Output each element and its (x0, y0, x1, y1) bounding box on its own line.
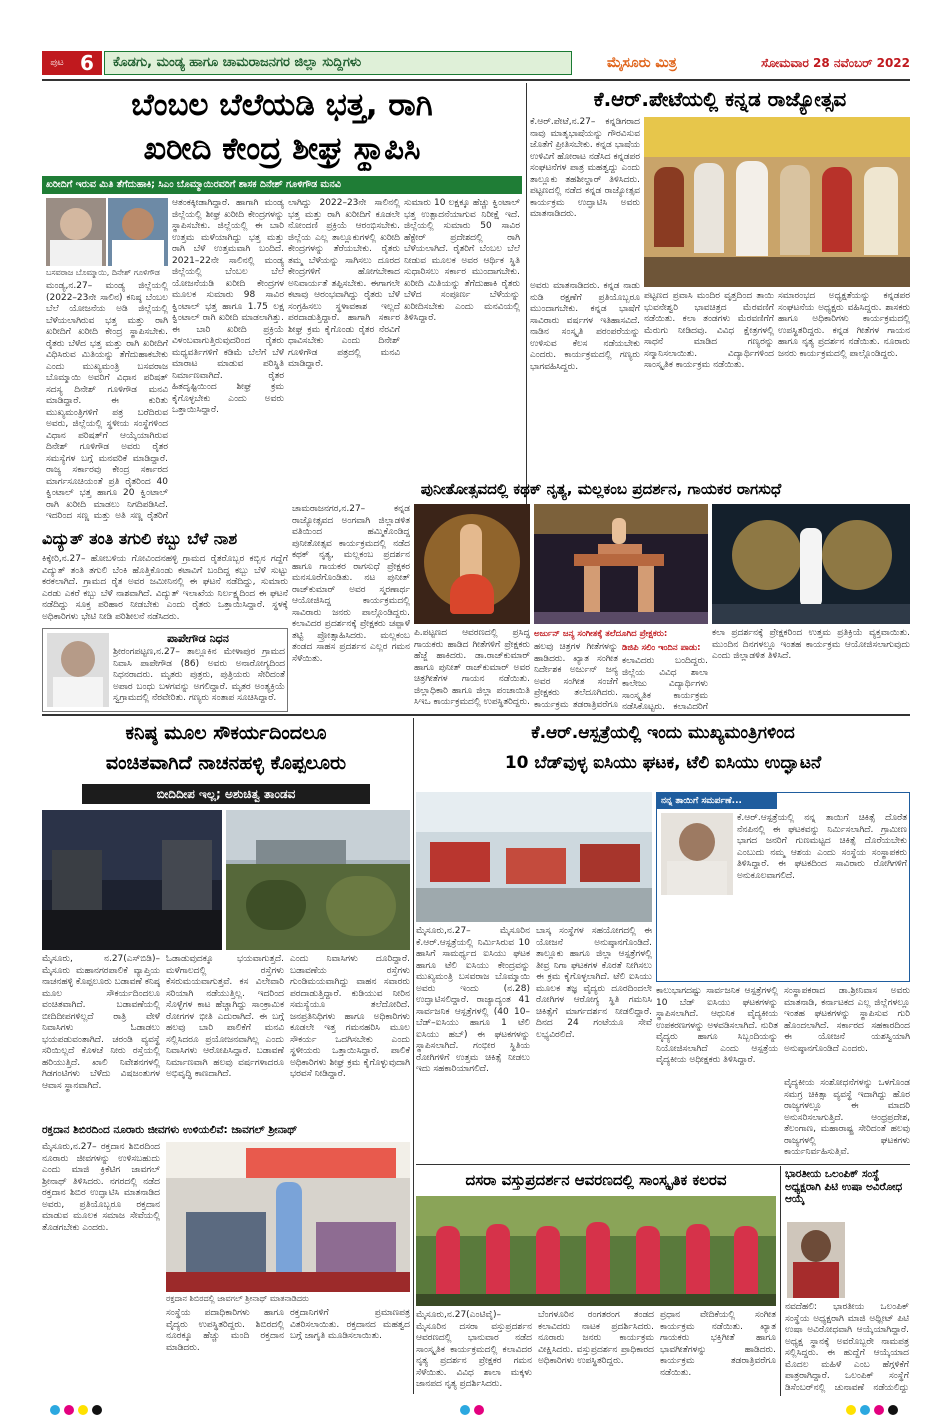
singer-photo (712, 504, 910, 624)
icu-ward-photo (416, 792, 652, 922)
story4-headline: ಪುನೀತೋತ್ಸವದಲ್ಲಿ ಕಥಕ್ ನೃತ್ಯ, ಮಲ್ಲಕಂಬ ಪ್ರದರ್ಶನ, ಗಾಯಕರ ರಾಗಸುಧೆ (420, 480, 782, 498)
story5-headline-line2: ವಂಚಿತವಾಗಿದೆ ನಾಚನಹಳ್ಳಿ ಕೊಪ್ಪಲೂರು (105, 752, 347, 774)
story3-headline: ಕೆ.ಆರ್.ಪೇಟೆಯಲ್ಲಿ ಕನ್ನಡ ರಾಜ್ಯೋತ್ಸವ (593, 87, 847, 111)
story2-body: ಕಿಕ್ಕೇರಿ,ನ.27– ಹೋಬಳಿಯ ಗೋವಿಂದನಹಳ್ಳಿ ಗ್ರಾಮದ ರೈತರೊಬ್ಬರ ಕಬ್ಬಿನ ಗದ್ದೆಗೆ ವಿದ್ಯುತ್ ತಂತಿ ತಗುಲಿ ಬೆಂಕಿ ಹೊತ್ತಿಕೊಂಡು ಕಟಾವಿಗೆ ಬಂದಿದ್ದ ಕಬ್ಬು ಬೆಳೆ ಸುಟ್ಟು ಕರಕಲಾಗಿದೆ. ಗ್ರಾಮದ ರೈತ ಅವರ ಜಮೀನಿನಲ್ಲಿ ಈ ಘಟನೆ ನಡೆದಿದ್ದು, ಸುಮಾರು ಎರಡು ಎಕರೆ ಕಬ್ಬು ಬೆಳೆ ನಾಶವಾಗಿದೆ. ವಿದ್ಯುತ್ ಇಲಾಖೆಯ ನಿರ್ಲಕ್ಷ್ಯದಿಂದ ಈ ಘಟನೆ ನಡೆದಿದ್ದು ಸೂಕ್ತ ಪರಿಹಾರ ನೀಡಬೇಕು ಎಂದು ರೈತರು ಒತ್ತಾಯಿಸಿದ್ದಾರೆ. ಸ್ಥಳಕ್ಕೆ ಅಧಿಕಾರಿಗಳು ಭೇಟಿ ನೀಡಿ ಪರಿಶೀಲನೆ ನಡೆಸಿದರು. (42, 554, 288, 622)
story1-col2: ಆತಂಕಕ್ಕೀಡಾಗಿದ್ದಾರೆ. ಹಾಗಾಗಿ ಮಂಡ್ಯ ಜಿಲ್ಲೆಯಲ್ಲಿ ಶೀಘ್ರ ಖರೀದಿ ಕೇಂದ್ರಗಳನ್ನು ಸ್ಥಾಪಿಸಬೇಕು. ಜಿಲ್ಲೆಯಲ್ಲಿ ಈ ಬಾರಿ ಉತ್ತಮ ಮಳೆಯಾಗಿದ್ದು ಭತ್ತ ಮತ್ತು ರಾಗಿ ಬೆಳೆ ಉತ್ತಮವಾಗಿ ಬಂದಿದೆ. 2021–22ನೇ ಸಾಲಿನಲ್ಲಿ ಮಂಡ್ಯ ಜಿಲ್ಲೆಯಲ್ಲಿ ಬೆಂಬಲ ಬೆಲೆ ಯೋಜನೆಯಡಿ ಖರೀದಿ ಕೇಂದ್ರಗಳ ಮೂಲಕ ಸುಮಾರು 98 ಸಾವಿರ ಕ್ವಿಂಟಾಲ್ ಭತ್ತ ಹಾಗೂ 1.75 ಲಕ್ಷ ಕ್ವಿಂಟಾಲ್ ರಾಗಿ ಖರೀದಿ ಮಾಡಲಾಗಿತ್ತು. ಈ ಬಾರಿ ಖರೀದಿ ಪ್ರಕ್ರಿಯೆ ವಿಳಂಬವಾಗುತ್ತಿರುವುದರಿಂದ ರೈತರು ಮಧ್ಯವರ್ತಿಗಳಿಗೆ ಕಡಿಮೆ ಬೆಲೆಗೆ ಬೆಳೆ ಮಾರಾಟ ಮಾಡುವ ಪರಿಸ್ಥಿತಿ ನಿರ್ಮಾಣವಾಗಿದೆ. ರೈತರ ಹಿತದೃಷ್ಟಿಯಿಂದ ಶೀಘ್ರ ಕ್ರಮ ಕೈಗೊಳ್ಳಬೇಕು ಎಂದು ಅವರು ಒತ್ತಾಯಿಸಿದ್ದಾರೆ. (172, 198, 284, 415)
sidebar-title-bar (657, 793, 777, 809)
story8-col3: ಪ್ರಧಾನ ವೇದಿಕೆಯಲ್ಲಿ ಸಂಗೀತ ಕಾರ್ಯಕ್ರಮ ನಡೆಯಿತು. ಖ್ಯಾತ ಗಾಯಕರು ಭಕ್ತಿಗೀತೆ ಹಾಗೂ ಭಾವಗೀತೆಗಳನ್ನು ಹಾಡಿದರು. ಕಾರ್ಯಕ್ರಮ ತಡರಾತ್ರಿವರೆಗೂ ನಡೆಯಿತು. (660, 1310, 776, 1378)
kathak-photo (414, 504, 530, 624)
story-icu (416, 718, 910, 1164)
section-rule-lower (416, 1164, 910, 1165)
story7-headline-line1: ಕೆ.ಆರ್.ಆಸ್ಪತ್ರೆಯಲ್ಲಿ ಇಂದು ಮುಖ್ಯಮಂತ್ರಿಗಳಿಂದ (531, 723, 795, 743)
story-paddy-ragi (42, 83, 522, 526)
blood-camp-photo (166, 1142, 410, 1292)
story7-headline-line2: 10 ಬೆಡ್‌ವುಳ್ಳ ಐಸಿಯು ಘಟಕ, ಟೆಲಿ ಐಸಿಯು ಉದ್ಘಾಟನೆ (504, 753, 822, 773)
registration-mark (50, 1405, 60, 1415)
story-blood-donation (42, 1120, 410, 1396)
story-dasara (416, 1166, 776, 1396)
story3-col3: ಪಟ್ಟಣದ ಪ್ರವಾಸಿ ಮಂದಿರ ವೃತ್ತದಿಂದ ತಾಯಿ ಭುವನೇಶ್ವರಿ ಭಾವಚಿತ್ರದ ಮೆರವಣಿಗೆ ನಡೆಯಿತು. ಕಲಾ ತಂಡಗಳು ಮೆರವಣಿಗೆಗೆ ಮೆರುಗು ನೀಡಿದವು. ವಿವಿಧ ಕ್ಷೇತ್ರಗಳಲ್ಲಿ ಸಾಧನೆ ಮಾಡಿದ ಗಣ್ಯರನ್ನು ಸನ್ಮಾನಿಸಲಾಯಿತು. ವಿದ್ಯಾರ್ಥಿಗಳಿಂದ ಸಾಂಸ್ಕೃತಿಕ ಕಾರ್ಯಕ್ರಮ ನಡೆಯಿತು. (644, 291, 774, 370)
story1-headline-line2: ಖರೀದಿ ಕೇಂದ್ರ ಶೀಘ್ರ ಸ್ಥಾಪಿಸಿ (143, 131, 421, 167)
dance-photo (416, 1196, 776, 1306)
pt-usha-photo (787, 1222, 845, 1298)
story3-col2: ಅವರು ಮಾತನಾಡಿದರು. ಕನ್ನಡ ನಾಡು ನುಡಿ ರಕ್ಷಣೆಗೆ ಪ್ರತಿಯೊಬ್ಬರೂ ಮುಂದಾಗಬೇಕು. ಕನ್ನಡ ಭಾಷೆಗೆ ಸಾವಿರಾರು ವರ್ಷಗಳ ಇತಿಹಾಸವಿದೆ. ನಾಡಿನ ಸಂಸ್ಕೃತಿ ಪರಂಪರೆಯನ್ನು ಉಳಿಸುವ ಕೆಲಸ ನಡೆಯಬೇಕು ಎಂದರು. ಕಾರ್ಯಕ್ರಮದಲ್ಲಿ ಗಣ್ಯರು ಭಾಗವಹಿಸಿದ್ದರು. (530, 281, 640, 372)
story5-subhead (82, 784, 370, 804)
story7-col4: ಸಂಸ್ಥಾಪಕರಾದ ಡಾ.ಶ್ರೀನಿವಾಸ ಅವರು ಮಾತನಾಡಿ, ಕರ್ನಾಟಕದ ಎಲ್ಲ ಜಿಲ್ಲೆಗಳಲ್ಲೂ ಇಂತಹ ಘಟಕಗಳನ್ನು ಸ್ಥಾಪಿಸುವ ಗುರಿ ಹೊಂದಲಾಗಿದೆ. ಸರ್ಕಾರದ ಸಹಕಾರದಿಂದ ಈ ಯೋಜನೆ ಯಶಸ್ವಿಯಾಗಿ ಅನುಷ್ಠಾನಗೊಂಡಿದೆ ಎಂದರು. (784, 986, 910, 1054)
masthead-rule (42, 79, 910, 81)
story3-col4: ಸಮಾರಂಭದ ಅಧ್ಯಕ್ಷತೆಯನ್ನು ಕನ್ನಡಪರ ಸಂಘಟನೆಯ ಅಧ್ಯಕ್ಷರು ವಹಿಸಿದ್ದರು. ಶಾಸಕರು ಹಾಗೂ ಅಧಿಕಾರಿಗಳು ಕಾರ್ಯಕ್ರಮದಲ್ಲಿ ಉಪಸ್ಥಿತರಿದ್ದರು. ಕನ್ನಡ ಗೀತೆಗಳ ಗಾಯನ ಹಾಗೂ ನೃತ್ಯ ಪ್ರದರ್ಶನ ನಡೆಯಿತು. ನೂರಾರು ಜನರು ಕಾರ್ಯಕ್ರಮದಲ್ಲಿ ಪಾಲ್ಗೊಂಡಿದ್ದರು. (778, 291, 910, 359)
registration-mark (460, 1405, 470, 1415)
story2-headline: ವಿದ್ಯುತ್ ತಂತಿ ತಗುಲಿ ಕಬ್ಬು ಬೆಳೆ ನಾಶ (42, 529, 238, 548)
column-divider-top (526, 83, 527, 523)
story6-col3: ರಕ್ತದಾನಿಗಳಿಗೆ ಪ್ರಮಾಣಪತ್ರ ವಿತರಿಸಲಾಯಿತು. ರಕ್ತದಾನದ ಮಹತ್ವದ ಬಗ್ಗೆ ಜಾಗೃತಿ ಮೂಡಿಸಲಾಯಿತು. (290, 1308, 410, 1341)
mlc-photo (108, 198, 168, 266)
sidebar-title: ನನ್ನ ತಾಯಿಗೆ ಸಮರ್ಪಣೆ... (661, 796, 742, 806)
registration-mark (78, 1405, 88, 1415)
masthead (42, 48, 910, 78)
story7-col1: ಮೈಸೂರು,ನ.27– ಮೈಸೂರಿನ ಕೆ.ಆರ್.ಆಸ್ಪತ್ರೆಯಲ್ಲಿ ನಿರ್ಮಿಸಿರುವ 10 ಹಾಸಿಗೆ ಸಾಮರ್ಥ್ಯದ ಐಸಿಯು ಘಟಕ ಹಾಗೂ ಟೆಲಿ ಐಸಿಯು ಕೇಂದ್ರವನ್ನು ಮುಖ್ಯಮಂತ್ರಿ ಬಸವರಾಜ ಬೊಮ್ಮಾಯಿ ಅವರು ಇಂದು (ನ.28) ಉದ್ಘಾಟಿಸಲಿದ್ದಾರೆ. ರಾಜ್ಯಾದ್ಯಂತ 41 ಸಾರ್ವಜನಿಕ ಆಸ್ಪತ್ರೆಗಳಲ್ಲಿ (40 10–ಬೆಡ್–ಐಸಿಯು ಹಾಗೂ 1 ಟೆಲಿ ಐಸಿಯು ಹಬ್) ಈ ಘಟಕಗಳನ್ನು ಸ್ಥಾಪಿಸಲಾಗಿದೆ. ಗಂಭೀರ ಸ್ಥಿತಿಯ ರೋಗಿಗಳಿಗೆ ಉತ್ತಮ ಚಿಕಿತ್ಸೆ ನೀಡಲು ಇದು ಸಹಕಾರಿಯಾಗಲಿದೆ. (416, 926, 530, 1074)
cm-photo (46, 198, 106, 266)
obituary-photo (47, 633, 109, 707)
story6-photo-caption: ರಕ್ತದಾನ ಶಿಬಿರದಲ್ಲಿ ಜಾವಗಲ್ ಶ್ರೀನಾಥ್ ಮಾತನಾಡಿದರು (166, 1294, 309, 1303)
story4-left-col: ಚಾಮರಾಜನಗರ,ನ.27– ಕನ್ನಡ ರಾಜ್ಯೋತ್ಸವದ ಅಂಗವಾಗಿ ಜಿಲ್ಲಾಡಳಿತ ವತಿಯಿಂದ ಹಮ್ಮಿಕೊಂಡಿದ್ದ ಪುನೀತೋತ್ಸವ ಕಾರ್ಯಕ್ರಮದಲ್ಲಿ ನಡೆದ ಕಥಕ್ ನೃತ್ಯ, ಮಲ್ಲಕಂಬ ಪ್ರದರ್ಶನ ಹಾಗೂ ಗಾಯಕರ ರಾಗಸುಧೆ ಪ್ರೇಕ್ಷಕರ ಮನಸೂರೆಗೊಂಡಿತು. ನಟ ಪುನೀತ್ ರಾಜ್‌ಕುಮಾರ್ ಅವರ ಸ್ಮರಣಾರ್ಥ ಆಯೋಜಿಸಿದ್ದ ಕಾರ್ಯಕ್ರಮದಲ್ಲಿ ಸಾವಿರಾರು ಜನರು ಪಾಲ್ಗೊಂಡಿದ್ದರು. ಕಲಾವಿದರ ಪ್ರದರ್ಶನಕ್ಕೆ ಪ್ರೇಕ್ಷಕರು ಚಪ್ಪಾಳೆ ತಟ್ಟಿ ಪ್ರೋತ್ಸಾಹಿಸಿದರು. ಮಲ್ಲಕಂಬ ತಂಡದ ಸಾಹಸ ಪ್ರದರ್ಶನ ಎಲ್ಲರ ಗಮನ ಸೆಳೆಯಿತು. (292, 504, 410, 664)
story4-highlight: ಅರ್ಜುನ್ ಜನ್ಯ ಸಂಗೀತಕ್ಕೆ ತಲೆದೂಗಿದ ಪ್ರೇಕ್ಷಕರು: (534, 629, 668, 639)
story-nachanahalli (42, 718, 410, 1118)
story1-col4: ಸುಮಾರು 10 ಲಕ್ಷಕ್ಕೂ ಹೆಚ್ಚು ಕ್ವಿಂಟಾಲ್ ಭತ್ತ ಉತ್ಪಾದನೆಯಾಗುವ ನಿರೀಕ್ಷೆ ಇದೆ. ಜಿಲ್ಲೆಯಲ್ಲಿ ಸುಮಾರು 50 ಸಾವಿರ ಹೆಕ್ಟೇರ್ ಪ್ರದೇಶದಲ್ಲಿ ರಾಗಿ ಬೆಳೆಯಲಾಗಿದೆ. ರೈತರಿಗೆ ಬೆಂಬಲ ಬೆಲೆ ನೀಡುವ ಮೂಲಕ ಅವರ ಆರ್ಥಿಕ ಸ್ಥಿತಿ ಸುಧಾರಿಸಲು ಸರ್ಕಾರ ಮುಂದಾಗಬೇಕು. ಖರೀದಿ ಮಿತಿಯನ್ನು ತೆಗೆದುಹಾಕಿ ರೈತರು ಬೆಳೆದ ಸಂಪೂರ್ಣ ಬೆಳೆಯನ್ನು ಖರೀದಿಸಬೇಕು ಎಂದು ಮನವಿಯಲ್ಲಿ ತಿಳಿಸಿದ್ದಾರೆ. (404, 198, 520, 323)
registration-mark (860, 1405, 870, 1415)
page-number: 6 (72, 51, 102, 75)
column-divider-bottom (413, 718, 414, 1394)
story1-subhead-text: ಖರೀದಿಗೆ ಇರುವ ಮಿತಿ ತೆಗೆದುಹಾಕಿ; ಸಿಎಂ ಬೊಮ್ಮಾಯಿರವರಿಗೆ ಶಾಸಕ ದಿನೇಶ್ ಗೂಳಿಗೌಡ ಮನವಿ (46, 179, 341, 190)
story4-col-a: ಪಿ.ಪಟ್ಟಣದ ಆವರಣದಲ್ಲಿ ಪ್ರಸಿದ್ಧ ಗಾಯಕರು ಹಾಡಿದ ಗೀತೆಗಳಿಗೆ ಪ್ರೇಕ್ಷಕರು ಹೆಜ್ಜೆ ಹಾಕಿದರು. ಡಾ.ರಾಜ್‌ಕುಮಾರ್ ಹಾಗೂ ಪುನೀತ್ ರಾಜ್‌ಕುಮಾರ್ ಅವರ ಚಿತ್ರಗೀತೆಗಳ ಗಾಯನ ನಡೆಯಿತು. ಜಿಲ್ಲಾಧಿಕಾರಿ ಹಾಗೂ ಜಿಲ್ಲಾ ಪಂಚಾಯಿತಿ ಸಿಇಒ ಕಾರ್ಯಕ್ರಮದಲ್ಲಿ ಉಪಸ್ಥಿತರಿದ್ದರು. (414, 628, 530, 707)
story8-headline: ದಸರಾ ವಸ್ತುಪ್ರದರ್ಶನ ಆವರಣದಲ್ಲಿ ಸಾಂಸ್ಕೃತಿಕ ಕಲರವ (465, 1171, 727, 1189)
paper-name: ಮೈಸೂರು ಮಿತ್ರ (607, 55, 677, 71)
story5-col1: ಮೈಸೂರು, ನ.27(ಎಸ್‌ಬಿಡಿ)– ಮೈಸೂರು ಮಹಾನಗರಪಾಲಿಕೆ ವ್ಯಾಪ್ತಿಯ ನಾಚನಹಳ್ಳಿ ಕೊಪ್ಪಲೂರು ಬಡಾವಣೆ ಕನಿಷ್ಠ ಮೂಲ ಸೌಕರ್ಯದಿಂದಲೂ ವಂಚಿತವಾಗಿದೆ. ಬಡಾವಣೆಯಲ್ಲಿ ಬೀದಿದೀಪಗಳಿಲ್ಲದೆ ರಾತ್ರಿ ವೇಳೆ ನಿವಾಸಿಗಳು ಓಡಾಡಲು ಭಯಪಡುವಂತಾಗಿದೆ. ಚರಂಡಿ ವ್ಯವಸ್ಥೆ ಸರಿಯಿಲ್ಲದೆ ಕೊಳಚೆ ನೀರು ರಸ್ತೆಯಲ್ಲಿ ಹರಿಯುತ್ತಿದೆ. ಖಾಲಿ ನಿವೇಶನಗಳಲ್ಲಿ ಗಿಡಗಂಟಿಗಳು ಬೆಳೆದು ವಿಷಜಂತುಗಳ ಆವಾಸ ಸ್ಥಾನವಾಗಿದೆ. (42, 954, 160, 1091)
registration-mark (64, 1405, 74, 1415)
story7-col2: ಬಾಸ್ಕ ಸಂಸ್ಥೆಗಳ ಸಹಯೋಗದಲ್ಲಿ ಈ ಯೋಜನೆ ಅನುಷ್ಠಾನಗೊಂಡಿದೆ. ತಾಲ್ಲೂಕು ಹಾಗೂ ಜಿಲ್ಲಾ ಆಸ್ಪತ್ರೆಗಳಲ್ಲಿ ತೀವ್ರ ನಿಗಾ ಘಟಕಗಳ ಕೊರತೆ ನೀಗಿಸಲು ಈ ಕ್ರಮ ಕೈಗೊಳ್ಳಲಾಗಿದೆ. ಟೆಲಿ ಐಸಿಯು ಮೂಲಕ ತಜ್ಞ ವೈದ್ಯರು ದೂರದಿಂದಲೇ ರೋಗಿಗಳ ಆರೋಗ್ಯ ಸ್ಥಿತಿ ಗಮನಿಸಿ ಚಿಕಿತ್ಸೆಗೆ ಮಾರ್ಗದರ್ಶನ ನೀಡಲಿದ್ದಾರೆ. ದಿನದ 24 ಗಂಟೆಯೂ ಸೇವೆ ಲಭ್ಯವಿರಲಿದೆ. (536, 926, 652, 1040)
rajyotsava-photo (644, 117, 910, 287)
registration-mark (874, 1405, 884, 1415)
story9-body: ನವದೆಹಲಿ: ಭಾರತೀಯ ಒಲಂಪಿಕ್ ಸಂಸ್ಥೆಯ ಅಧ್ಯಕ್ಷರಾಗಿ ಮಾಜಿ ಅಥ್ಲೀಟ್ ಪಿಟಿ ಉಷಾ ಅವಿರೋಧವಾಗಿ ಆಯ್ಕೆಯಾಗಿದ್ದಾರೆ. ಅಧ್ಯಕ್ಷ ಸ್ಥಾನಕ್ಕೆ ಅವರೊಬ್ಬರೇ ನಾಮಪತ್ರ ಸಲ್ಲಿಸಿದ್ದರು. ಈ ಹುದ್ದೆಗೆ ಆಯ್ಕೆಯಾದ ಮೊದಲ ಮಹಿಳೆ ಎಂಬ ಹೆಗ್ಗಳಿಕೆಗೆ ಪಾತ್ರರಾಗಿದ್ದಾರೆ. ಒಲಂಪಿಕ್ ಸಂಸ್ಥೆಗೆ ಡಿಸೆಂಬರ್‌ನಲ್ಲಿ ಚುನಾವಣೆ ನಡೆಯಲಿದ್ದು (785, 1302, 909, 1393)
story6-headline: ರಕ್ತದಾನ ಶಿಬಿರದಿಂದ ನೂರಾರು ಜೀವಗಳು ಉಳಿಯಲಿವೆ: ಜಾವಗಲ್ ಶ್ರೀನಾಥ್ (42, 1124, 298, 1136)
story5-col3: ಎಂದು ನಿವಾಸಿಗಳು ದೂರಿದ್ದಾರೆ. ಬಡಾವಣೆಯ ರಸ್ತೆಗಳು ಗುಂಡಿಮಯವಾಗಿದ್ದು ವಾಹನ ಸವಾರರು ಪರದಾಡುತ್ತಿದ್ದಾರೆ. ಕುಡಿಯುವ ನೀರಿನ ಸಮಸ್ಯೆಯೂ ತಲೆದೋರಿದೆ. ಜನಪ್ರತಿನಿಧಿಗಳು ಹಾಗೂ ಅಧಿಕಾರಿಗಳು ಕೂಡಲೇ ಇತ್ತ ಗಮನಹರಿಸಿ ಮೂಲ ಸೌಕರ್ಯ ಒದಗಿಸಬೇಕು ಎಂದು ಸ್ಥಳೀಯರು ಒತ್ತಾಯಿಸಿದ್ದಾರೆ. ಪಾಲಿಕೆ ಅಧಿಕಾರಿಗಳು ಶೀಘ್ರ ಕ್ರಮ ಕೈಗೊಳ್ಳುವುದಾಗಿ ಭರವಸೆ ನೀಡಿದ್ದಾರೆ. (290, 954, 410, 1079)
overgrown-plot-photo (226, 810, 410, 950)
story-pt-usha (780, 1166, 910, 1396)
story5-subhead-text: ಬೀದಿದೀಪ ಇಲ್ಲ; ಅಶುಚಿತ್ವ ತಾಂಡವ (156, 787, 296, 801)
story1-subhead (42, 176, 522, 194)
obituary-body: ಶ್ರೀರಂಗಪಟ್ಟಣ,ನ.27– ತಾಲ್ಲೂಕಿನ ಮೇಳಾಪುರ ಗ್ರಾಮದ ನಿವಾಸಿ ಪಾಪೇಗೌಡ (86) ಅವರು ಅನಾರೋಗ್ಯದಿಂದ ನಿಧನರಾದರು. ಮೃತರು ಪುತ್ರರು, ಪುತ್ರಿಯರು ಸೇರಿದಂತೆ ಅಪಾರ ಬಂಧು ಬಳಗವನ್ನು ಅಗಲಿದ್ದಾರೆ. ಮೃತರ ಅಂತ್ಯಕ್ರಿಯೆ ಸ್ವಗ್ರಾಮದಲ್ಲಿ ನೆರವೇರಿತು. ಗಣ್ಯರು ಸಂತಾಪ ಸೂಚಿಸಿದ್ದಾರೆ. (113, 647, 285, 703)
story5-headline-line1: ಕನಿಷ್ಠ ಮೂಲ ಸೌಕರ್ಯದಿಂದಲೂ (125, 722, 327, 744)
story9-headline: ಭಾರತೀಯ ಒಲಂಪಿಕ್ ಸಂಸ್ಥೆ ಅಧ್ಯಕ್ಷರಾಗಿ ಪಿಟಿ ಉಷಾ ಅವಿರೋಧ ಆಯ್ಕೆ (785, 1168, 903, 1205)
sidebar-body: ಕೆ.ಆರ್.ಆಸ್ಪತ್ರೆಯಲ್ಲಿ ನನ್ನ ತಾಯಿಗೆ ಚಿಕಿತ್ಸೆ ದೊರೆತ ನೆನಪಿನಲ್ಲಿ ಈ ಘಟಕವನ್ನು ನಿರ್ಮಿಸಲಾಗಿದೆ. ಗ್ರಾಮೀಣ ಭಾಗದ ಜನರಿಗೆ ಗುಣಮಟ್ಟದ ಚಿಕಿತ್ಸೆ ದೊರೆಯಬೇಕು ಎಂಬುದು ನಮ್ಮ ಆಶಯ ಎಂದು ಸಂಸ್ಥೆಯ ಸಂಸ್ಥಾಪಕರು ತಿಳಿಸಿದ್ದಾರೆ. ಈ ಘಟಕದಿಂದ ಸಾವಿರಾರು ರೋಗಿಗಳಿಗೆ ಅನುಕೂಲವಾಗಲಿದೆ. (737, 813, 907, 881)
story4-highlight2: ಡಿಜಿಪಿ ಸಲಿಂ ಇಂದಿನ ಪಾಡು: (622, 643, 701, 653)
district-line-text: ಕೊಡಗು, ಮಂಡ್ಯ ಹಾಗೂ ಚಾಮರಾಜನಗರ ಜಿಲ್ಲಾ ಸುದ್ದಿಗಳು (113, 55, 362, 70)
story-punithotsava (292, 476, 910, 712)
issue-date: ಸೋಮವಾರ 28 ನವೆಂಬರ್ 2022 (761, 56, 910, 70)
story7-col3: ಕಾಲುಭಾಗದಷ್ಟು ಸಾರ್ವಜನಿಕ ಆಸ್ಪತ್ರೆಗಳಲ್ಲಿ 10 ಬೆಡ್ ಐಸಿಯು ಘಟಕಗಳನ್ನು ಸ್ಥಾಪಿಸಲಾಗಿದೆ. ಆಧುನಿಕ ವೈದ್ಯಕೀಯ ಉಪಕರಣಗಳನ್ನು ಅಳವಡಿಸಲಾಗಿದೆ. ನುರಿತ ವೈದ್ಯರು ಹಾಗೂ ಸಿಬ್ಬಂದಿಯನ್ನು ನಿಯೋಜಿಸಲಾಗಿದೆ ಎಂದು ಆಸ್ಪತ್ರೆಯ ವೈದ್ಯಕೀಯ ಅಧೀಕ್ಷಕರು ತಿಳಿಸಿದ್ದಾರೆ. (656, 986, 778, 1065)
story-cane-fire (42, 526, 288, 626)
registration-mark (888, 1405, 898, 1415)
story3-col1: ಕೆ.ಆರ್.ಪೇಟೆ,ನ.27– ಕನ್ನಡಿಗರಾದ ನಾವು ಮಾತೃಭಾಷೆಯನ್ನು ಗೌರವಿಸುವ ಜೊತೆಗೆ ಪ್ರೀತಿಸಬೇಕು. ಕನ್ನಡ ಭಾಷೆಯ ಉಳಿವಿಗೆ ಹೋರಾಟ ನಡೆಸಿದ ಕನ್ನಡಪರ ಸಂಘಟನೆಗಳ ಪಾತ್ರ ಮಹತ್ವದ್ದು ಎಂದು ತಾಲ್ಲೂಕು ತಹಶೀಲ್ದಾರ್ ತಿಳಿಸಿದರು. ಪಟ್ಟಣದಲ್ಲಿ ನಡೆದ ಕನ್ನಡ ರಾಜ್ಯೋತ್ಸವ ಕಾರ್ಯಕ್ರಮ ಉದ್ಘಾಟಿಸಿ ಅವರು ಮಾತನಾಡಿದರು. (530, 117, 640, 219)
registration-mark (846, 1405, 856, 1415)
story5-col2: ಓಡಾಡುವುದಕ್ಕೂ ಭಯವಾಗುತ್ತದೆ. ಮಳೆಗಾಲದಲ್ಲಿ ರಸ್ತೆಗಳು ಕೆಸರುಮಯವಾಗುತ್ತವೆ. ಕಸ ವಿಲೇವಾರಿ ಸರಿಯಾಗಿ ನಡೆಯುತ್ತಿಲ್ಲ. ಇದರಿಂದ ಸೊಳ್ಳೆಗಳ ಕಾಟ ಹೆಚ್ಚಾಗಿದ್ದು ಸಾಂಕ್ರಾಮಿಕ ರೋಗಗಳ ಭೀತಿ ಎದುರಾಗಿದೆ. ಈ ಬಗ್ಗೆ ಹಲವು ಬಾರಿ ಪಾಲಿಕೆಗೆ ಮನವಿ ಸಲ್ಲಿಸಿದರೂ ಪ್ರಯೋಜನವಾಗಿಲ್ಲ ಎಂದು ನಿವಾಸಿಗಳು ಆರೋಪಿಸಿದ್ದಾರೆ. ಬಡಾವಣೆ ನಿರ್ಮಾಣವಾಗಿ ಹಲವು ವರ್ಷಗಳಾದರೂ ಅಭಿವೃದ್ಧಿ ಕಾಣದಾಗಿದೆ. (166, 954, 284, 1079)
dark-street-photo (42, 810, 222, 950)
story4-col-d: ಕಲಾ ಪ್ರದರ್ಶನಕ್ಕೆ ಪ್ರೇಕ್ಷಕರಿಂದ ಉತ್ತಮ ಪ್ರತಿಕ್ರಿಯೆ ವ್ಯಕ್ತವಾಯಿತು. ಮುಂದಿನ ದಿನಗಳಲ್ಲೂ ಇಂತಹ ಕಾರ್ಯಕ್ರಮ ಆಯೋಜಿಸಲಾಗುವುದು ಎಂದು ಜಿಲ್ಲಾಡಳಿತ ತಿಳಿಸಿದೆ. (712, 628, 910, 661)
icu-sidebar (656, 792, 910, 982)
page-label (42, 51, 72, 75)
story8-col2: ಬೆಂಗಳೂರಿನ ರಂಗತರಂಗ ತಂಡದ ಕಲಾವಿದರು ನಾಟಕ ಪ್ರದರ್ಶಿಸಿದರು. ನೂರಾರು ಜನರು ಕಾರ್ಯಕ್ರಮ ವೀಕ್ಷಿಸಿದರು. ವಸ್ತುಪ್ರದರ್ಶನ ಪ್ರಾಧಿಕಾರದ ಅಧಿಕಾರಿಗಳು ಉಪಸ್ಥಿತರಿದ್ದರು. (538, 1310, 654, 1366)
obituary-headline: ಪಾಪೇಗೌಡ ನಿಧನ (167, 632, 229, 645)
story1-photo-caption: ಬಸವರಾಜ ಬೊಮ್ಮಾಯಿ, ದಿನೇಶ್ ಗೂಳಿಗೌಡ (46, 268, 160, 277)
story4-col-c: ಕಲಾವಿದರು ಬಂದಿದ್ದರು. ಜಿಲ್ಲೆಯ ವಿವಿಧ ಶಾಲಾ ಕಾಲೇಜು ವಿದ್ಯಾರ್ಥಿಗಳು ಸಾಂಸ್ಕೃತಿಕ ಕಾರ್ಯಕ್ರಮ ನಡೆಸಿಕೊಟ್ಟರು. ಕಲಾವಿದರಿಗೆ (622, 656, 708, 712)
section-rule-mid (42, 714, 910, 716)
story6-left-col: ಮೈಸೂರು,ನ.27– ರಕ್ತದಾನ ಶಿಬಿರದಿಂದ ನೂರಾರು ಜೀವಗಳನ್ನು ಉಳಿಸಬಹುದು ಎಂದು ಮಾಜಿ ಕ್ರಿಕೆಟಿಗ ಜಾವಗಲ್ ಶ್ರೀನಾಥ್ ತಿಳಿಸಿದರು. ನಗರದಲ್ಲಿ ನಡೆದ ರಕ್ತದಾನ ಶಿಬಿರ ಉದ್ಘಾಟಿಸಿ ಮಾತನಾಡಿದ ಅವರು, ಪ್ರತಿಯೊಬ್ಬರೂ ರಕ್ತದಾನ ಮಾಡುವ ಮೂಲಕ ಸಮಾಜ ಸೇವೆಯಲ್ಲಿ ತೊಡಗಬೇಕು ಎಂದರು. (42, 1142, 160, 1233)
story8-col1: ಮೈಸೂರು,ನ.27(ಎಂಟಿವೈ)– ಮೈಸೂರಿನ ದಸರಾ ವಸ್ತುಪ್ರದರ್ಶನ ಆವರಣದಲ್ಲಿ ಭಾನುವಾರ ನಡೆದ ಸಾಂಸ್ಕೃತಿಕ ಕಾರ್ಯಕ್ರಮದಲ್ಲಿ ಕಲಾವಿದರ ನೃತ್ಯ ಪ್ರದರ್ಶನ ಪ್ರೇಕ್ಷಕರ ಗಮನ ಸೆಳೆಯಿತು. ವಿವಿಧ ಶಾಲಾ ಮಕ್ಕಳು ಜಾನಪದ ನೃತ್ಯ ಪ್ರದರ್ಶಿಸಿದರು. (416, 1310, 532, 1389)
story4-col-b: ಹಲವು ಚಿತ್ರಗಳ ಗೀತೆಗಳನ್ನು ಹಾಡಿದರು. ಖ್ಯಾತ ಸಂಗೀತ ನಿರ್ದೇಶಕ ಅರ್ಜುನ್ ಜನ್ಯ ಅವರ ಸಂಗೀತ ಸಂಜೆಗೆ ಪ್ರೇಕ್ಷಕರು ತಲೆದೂಗಿದರು. ಕಾರ್ಯಕ್ರಮ ತಡರಾತ್ರಿವರೆಗೂ (534, 642, 618, 710)
district-line (104, 51, 572, 75)
story-kannada-rajyotsava (530, 83, 910, 473)
founder-photo (661, 813, 733, 895)
story1-col1: ಮಂಡ್ಯ,ನ.27– ಮಂಡ್ಯ ಜಿಲ್ಲೆಯಲ್ಲಿ (2022–23ನೇ ಸಾಲಿನ) ಕನಿಷ್ಠ ಬೆಂಬಲ ಬೆಲೆ ಯೋಜನೆಯ ಅಡಿ ಜಿಲ್ಲೆಯಲ್ಲಿ ಬೆಳೆಯಲಾಗಿರುವ ಭತ್ತ ಮತ್ತು ರಾಗಿ ಖರೀದಿಗೆ ಖರೀದಿ ಕೇಂದ್ರ ಸ್ಥಾಪಿಸಬೇಕು. ರೈತರು ಬೆಳೆದ ಭತ್ತ ಮತ್ತು ರಾಗಿ ಖರೀದಿಗೆ ವಿಧಿಸಿರುವ ಮಿತಿಯನ್ನು ತೆಗೆದುಹಾಕಬೇಕು ಎಂದು ಮುಖ್ಯಮಂತ್ರಿ ಬಸವರಾಜ ಬೊಮ್ಮಾಯಿ ಅವರಿಗೆ ವಿಧಾನ ಪರಿಷತ್ ಸದಸ್ಯ ದಿನೇಶ್ ಗೂಳಿಗೌಡ ಮನವಿ ಮಾಡಿದ್ದಾರೆ. ಈ ಕುರಿತು ಮುಖ್ಯಮಂತ್ರಿಗಳಿಗೆ ಪತ್ರ ಬರೆದಿರುವ ಅವರು, ಜಿಲ್ಲೆಯಲ್ಲಿ ಸ್ಥಳೀಯ ಸಂಸ್ಥೆಗಳಿಂದ ವಿಧಾನ ಪರಿಷತ್‌ಗೆ ಆಯ್ಕೆಯಾಗಿರುವ ದಿನೇಶ್ ಗೂಳಿಗೌಡ ಅವರು ರೈತರ ಸಮಸ್ಯೆಗಳ ಬಗ್ಗೆ ಮನವರಿಕೆ ಮಾಡಿದ್ದಾರೆ. ರಾಜ್ಯ ಸರ್ಕಾರವು ಕೇಂದ್ರ ಸರ್ಕಾರದ ಮಾರ್ಗಸೂಚಿಯಂತೆ ಪ್ರತಿ ರೈತರಿಂದ 40 ಕ್ವಿಂಟಾಲ್ ಭತ್ತ ಹಾಗೂ 20 ಕ್ವಿಂಟಾಲ್ ರಾಗಿ ಖರೀದಿ ಮಾಡಲು ನಿಗದಿಪಡಿಸಿದೆ. ಇದರಿಂದ ಸಣ್ಣ ಮತ್ತು ಅತಿ ಸಣ್ಣ ರೈತರಿಗೆ (46, 281, 168, 521)
page-label-text: ಪುಟ (50, 58, 64, 68)
story7-col5: ವೈದ್ಯಕೀಯ ಸಂಶೋಧನೆಗಳನ್ನು ಒಳಗೊಂಡ ಸಮಗ್ರ ಚಿಕಿತ್ಸಾ ವ್ಯವಸ್ಥೆ ಇದಾಗಿದ್ದು ಹೊರ ರಾಜ್ಯಗಳಲ್ಲೂ ಈ ಮಾದರಿ ಅನುಸರಿಸಲಾಗುತ್ತಿದೆ. ಆಂಧ್ರಪ್ರದೇಶ, ತೆಲಂಗಾಣ, ಮಹಾರಾಷ್ಟ್ರ ಸೇರಿದಂತೆ ಹಲವು ರಾಜ್ಯಗಳಲ್ಲಿ ಘಟಕಗಳು ಕಾರ್ಯನಿರ್ವಹಿಸುತ್ತಿವೆ. (784, 1078, 910, 1156)
registration-mark (474, 1405, 484, 1415)
story1-col3: ಲಾಗಿದ್ದು 2022–23ನೇ ಸಾಲಿನಲ್ಲಿ ಭತ್ತ ಮತ್ತು ರಾಗಿ ಖರೀದಿಗೆ ಕೂಡಲೇ ನೋಂದಣಿ ಪ್ರಕ್ರಿಯೆ ಆರಂಭಿಸಬೇಕು. ಜಿಲ್ಲೆಯ ಎಲ್ಲ ತಾಲ್ಲೂಕುಗಳಲ್ಲಿ ಖರೀದಿ ಕೇಂದ್ರಗಳನ್ನು ತೆರೆಯಬೇಕು. ರೈತರು ತಮ್ಮ ಬೆಳೆಯನ್ನು ಸಾಗಿಸಲು ದೂರದ ಕೇಂದ್ರಗಳಿಗೆ ಹೋಗಬೇಕಾದ ಅನಿವಾರ್ಯತೆ ತಪ್ಪಿಸಬೇಕು. ಈಗಾಗಲೇ ಕಟಾವು ಆರಂಭವಾಗಿದ್ದು ರೈತರು ಬೆಳೆ ಸಂಗ್ರಹಿಸಲು ಸ್ಥಳಾವಕಾಶ ಇಲ್ಲದೆ ಪರದಾಡುತ್ತಿದ್ದಾರೆ. ಹಾಗಾಗಿ ಸರ್ಕಾರ ಶೀಘ್ರ ಕ್ರಮ ಕೈಗೊಂಡು ರೈತರ ನೆರವಿಗೆ ಧಾವಿಸಬೇಕು ಎಂದು ದಿನೇಶ್ ಗೂಳಿಗೌಡ ಪತ್ರದಲ್ಲಿ ಮನವಿ ಮಾಡಿದ್ದಾರೆ. (288, 198, 400, 369)
registration-mark (92, 1405, 102, 1415)
story1-headline-line1: ಬೆಂಬಲ ಬೆಲೆಯಡಿ ಭತ್ತ, ರಾಗಿ (131, 87, 433, 123)
obituary (42, 628, 288, 712)
story6-col2: ಸಂಸ್ಥೆಯ ಪದಾಧಿಕಾರಿಗಳು ಹಾಗೂ ವೈದ್ಯರು ಉಪಸ್ಥಿತರಿದ್ದರು. ಶಿಬಿರದಲ್ಲಿ ನೂರಕ್ಕೂ ಹೆಚ್ಚು ಮಂದಿ ರಕ್ತದಾನ ಮಾಡಿದರು. (166, 1308, 284, 1353)
mallakamba-photo (534, 504, 708, 624)
